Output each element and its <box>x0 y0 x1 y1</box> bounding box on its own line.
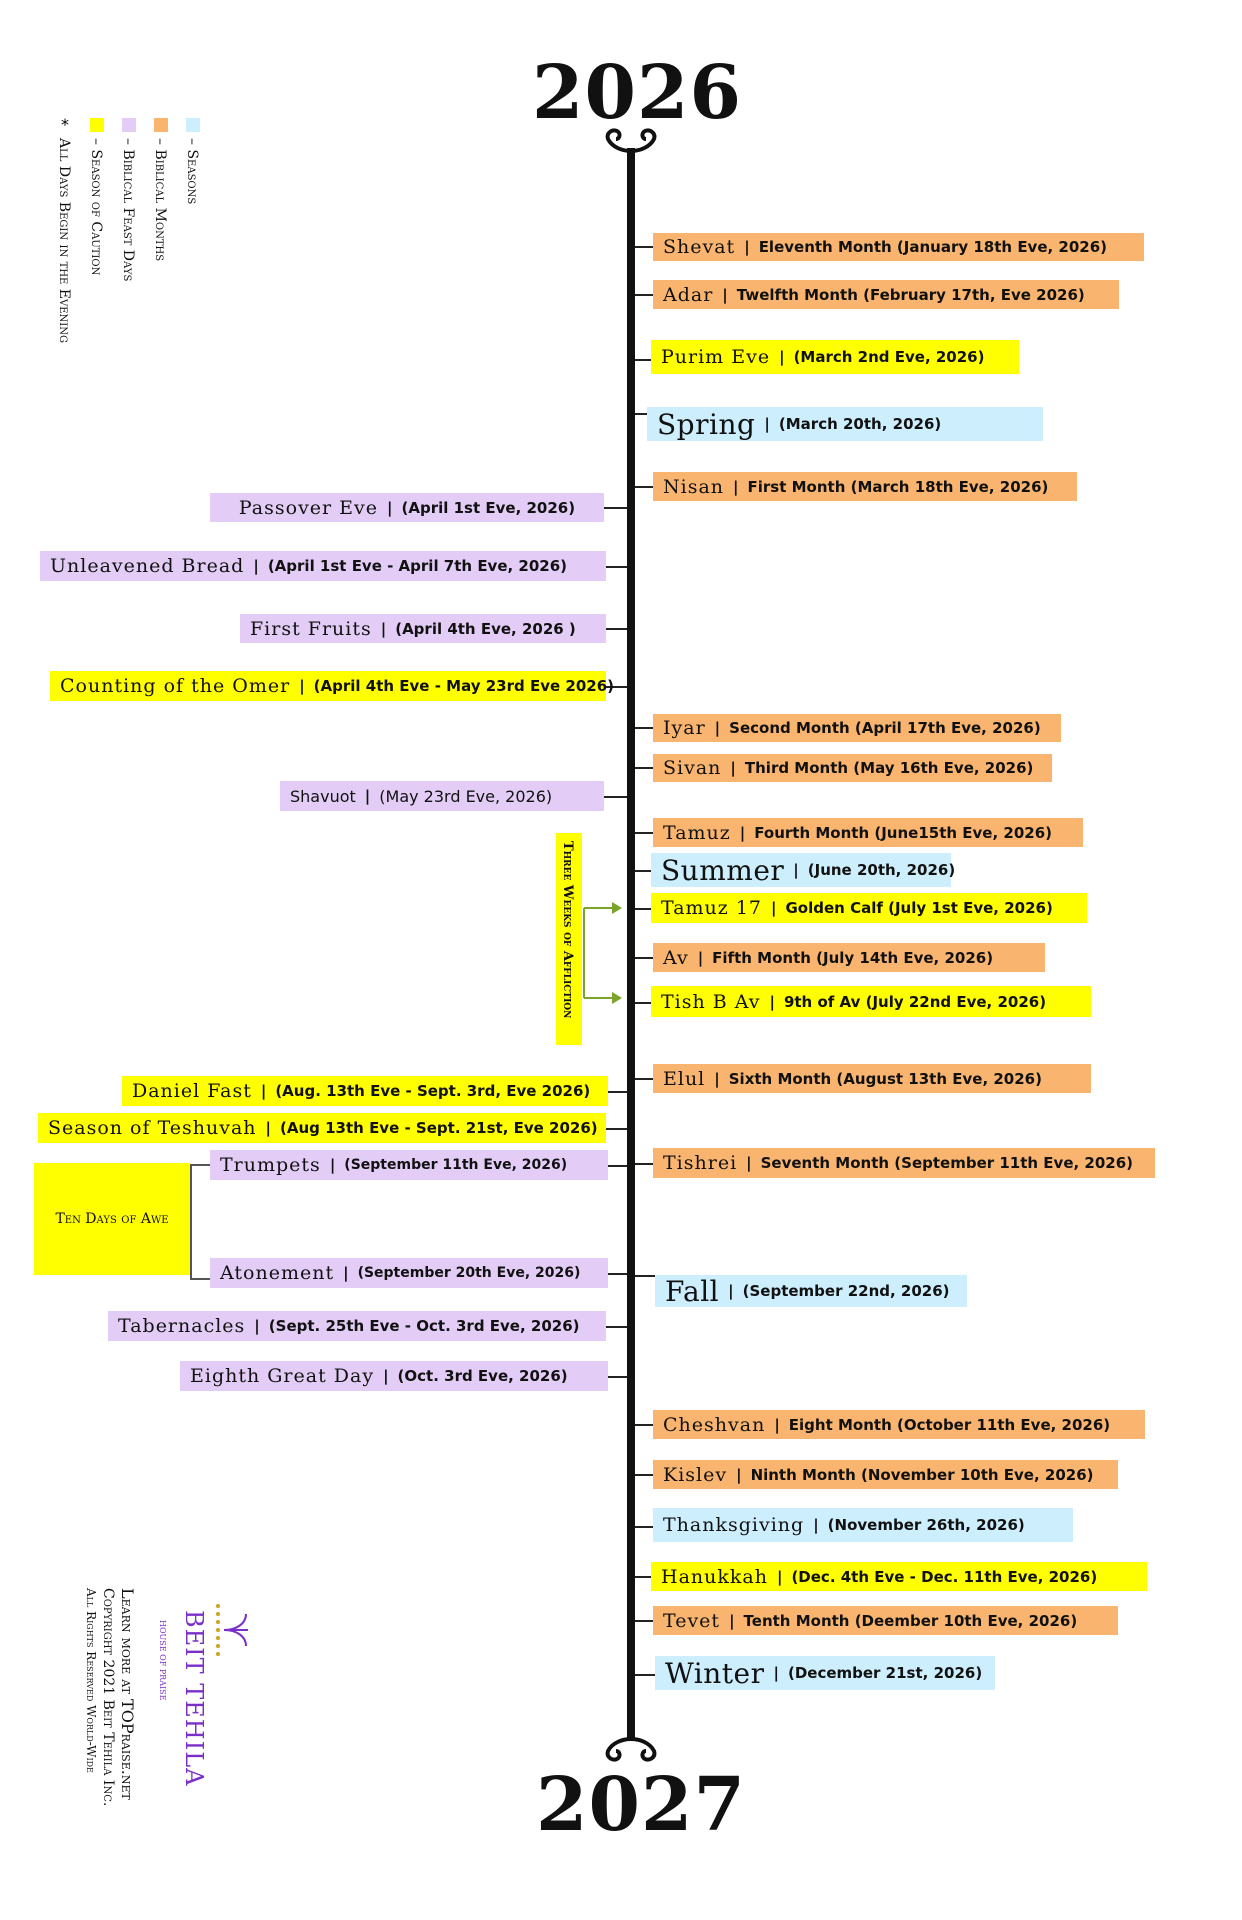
tick-atonement <box>608 1273 627 1275</box>
event-name: Spring <box>657 407 756 441</box>
tick-tish-b-av <box>635 1002 651 1004</box>
legend-label-caution: – Season of Caution <box>88 138 104 276</box>
event-separator: | <box>733 477 739 496</box>
logo-name: BEIT TEHILA <box>180 1610 208 1787</box>
event-tamuz <box>653 818 1083 847</box>
event-separator: | <box>773 1664 779 1682</box>
event-name: Kislev <box>663 1463 728 1486</box>
event-separator: | <box>746 1154 752 1172</box>
event-separator: | <box>260 1082 267 1100</box>
event-name: Av <box>663 946 689 969</box>
three-weeks-label: Three Weeks of Affliction <box>560 841 575 1019</box>
event-name: Daniel Fast <box>132 1080 252 1102</box>
event-separator: | <box>769 992 775 1011</box>
event-thanksgiving <box>653 1508 1073 1542</box>
legend <box>54 115 264 418</box>
event-date: (April 4th Eve - May 23rd Eve 2026) <box>313 677 614 695</box>
event-date: Tenth Month (Deember 10th Eve, 2026) <box>743 1611 1078 1630</box>
event-tish-b-av <box>651 986 1091 1017</box>
event-date: (Dec. 4th Eve - Dec. 11th Eve, 2026) <box>791 1567 1098 1586</box>
event-date: 9th of Av (July 22nd Eve, 2026) <box>783 992 1047 1011</box>
event-cheshvan <box>653 1410 1145 1439</box>
tick-elul <box>635 1078 653 1080</box>
event-date: Fifth Month (July 14th Eve, 2026) <box>712 948 994 967</box>
event-date: (Aug. 13th Eve - Sept. 3rd, Eve 2026) <box>275 1082 591 1100</box>
event-date: Seventh Month (September 11th Eve, 2026) <box>760 1154 1134 1172</box>
event-name: Adar <box>663 283 714 306</box>
tick-trumpets <box>608 1165 627 1167</box>
event-separator: | <box>813 1516 819 1534</box>
event-name: First Fruits <box>250 617 372 640</box>
tick-adar <box>635 294 653 296</box>
event-separator: | <box>383 1367 389 1385</box>
event-separator: | <box>730 759 736 777</box>
event-purim-eve <box>651 340 1019 374</box>
tick-first-fruits <box>606 628 627 630</box>
tick-thanksgiving <box>635 1526 653 1528</box>
event-name: Summer <box>661 853 785 887</box>
event-separator: | <box>364 787 371 805</box>
event-name: Tevet <box>663 1609 721 1632</box>
event-date: (November 26th, 2026) <box>827 1516 1025 1534</box>
event-date: Second Month (April 17th Eve, 2026) <box>729 719 1041 737</box>
event-name: Shavuot <box>290 786 356 806</box>
tick-eighth-great-day <box>608 1376 627 1378</box>
tick-shavuot <box>604 796 627 798</box>
tick-tevet <box>635 1620 653 1622</box>
event-nisan <box>653 472 1077 501</box>
year-end: 2027 <box>536 1762 746 1848</box>
event-separator: | <box>729 1611 735 1630</box>
legend-item-seasons <box>182 118 204 418</box>
event-name: Hanukkah <box>661 1565 768 1588</box>
event-tevet <box>653 1606 1118 1635</box>
event-separator: | <box>265 1119 272 1137</box>
event-date: (March 20th, 2026) <box>778 415 942 433</box>
tick-unleavened-bread <box>606 566 627 568</box>
legend-swatch-seasons <box>186 118 200 132</box>
event-separator: | <box>299 677 305 695</box>
event-date: Ninth Month (November 10th Eve, 2026) <box>750 1465 1094 1484</box>
event-unleavened-bread <box>40 551 606 581</box>
legend-label-evening-note: All Days Begin in the Evening <box>56 138 72 343</box>
event-name: Tamuz <box>663 821 731 844</box>
event-hanukkah <box>651 1562 1147 1591</box>
event-shevat <box>653 233 1144 261</box>
legend-item-biblical-months <box>150 118 172 418</box>
event-name: Eighth Great Day <box>190 1365 375 1387</box>
event-date: Sixth Month (August 13th Eve, 2026) <box>728 1069 1042 1088</box>
event-date: (June 20th, 2026) <box>807 861 956 879</box>
tick-spring <box>635 413 647 415</box>
event-season-of-teshuvah <box>38 1113 606 1143</box>
event-separator: | <box>714 719 721 737</box>
tick-purim-eve <box>635 359 651 361</box>
beit-tehila-logo <box>150 1600 230 1787</box>
event-date: Twelfth Month (February 17th, Eve 2026) <box>736 285 1085 304</box>
event-name: Season of Teshuvah <box>48 1117 257 1139</box>
footer-rights: All Rights Reserved World-Wide <box>84 1588 98 1773</box>
event-counting-of-the-omer <box>50 671 614 701</box>
event-name: Counting of the Omer <box>60 675 291 697</box>
menorah-icon <box>212 1600 252 1660</box>
ten-days-of-awe-label: Ten Days of Awe <box>55 1211 169 1227</box>
event-date: Fourth Month (June15th Eve, 2026) <box>754 823 1052 842</box>
event-fall <box>655 1275 967 1307</box>
bottom-scroll-ornament <box>600 1735 662 1765</box>
event-date: Eight Month (October 11th Eve, 2026) <box>788 1415 1111 1434</box>
event-separator: | <box>380 619 387 638</box>
event-date: (Sept. 25th Eve - Oct. 3rd Eve, 2026) <box>268 1317 580 1335</box>
event-name: Sivan <box>663 757 722 779</box>
event-name: Winter <box>665 1656 765 1690</box>
event-atonement <box>210 1258 608 1288</box>
event-separator: | <box>739 823 746 842</box>
event-separator: | <box>779 348 785 366</box>
three-weeks-bracket <box>580 898 630 1008</box>
event-separator: | <box>253 557 259 575</box>
event-name: Trumpets <box>220 1154 321 1176</box>
tick-cheshvan <box>635 1424 653 1426</box>
event-shavuot <box>280 781 604 811</box>
legend-label-seasons: – Seasons <box>184 138 200 205</box>
event-separator: | <box>764 415 770 433</box>
event-name: Nisan <box>663 475 725 498</box>
event-date: (September 11th Eve, 2026) <box>344 1157 568 1173</box>
event-separator: | <box>722 285 728 304</box>
event-separator: | <box>736 1465 742 1484</box>
year-start: 2026 <box>532 50 742 136</box>
event-date: (April 1st Eve, 2026) <box>401 498 576 517</box>
event-eighth-great-day <box>180 1361 608 1391</box>
tick-daniel-fast <box>608 1091 627 1093</box>
event-separator: | <box>793 861 799 879</box>
event-trumpets <box>210 1150 608 1180</box>
ten-days-of-awe-box <box>34 1163 190 1275</box>
tick-tamuz-17 <box>635 908 651 910</box>
tick-summer <box>635 870 651 872</box>
event-separator: | <box>774 1415 780 1434</box>
event-name: Atonement <box>220 1262 335 1284</box>
tick-tabernacles <box>606 1326 627 1328</box>
event-separator: | <box>771 899 777 917</box>
event-separator: | <box>697 948 704 967</box>
tick-passover-eve <box>604 507 627 509</box>
tick-shevat <box>635 246 653 248</box>
tick-sivan <box>635 767 653 769</box>
tick-hanukkah <box>635 1576 651 1578</box>
legend-asterisk: * <box>61 115 69 134</box>
event-date: (September 22nd, 2026) <box>742 1282 950 1300</box>
event-spring <box>647 407 1043 441</box>
event-date: (March 2nd Eve, 2026) <box>793 348 985 366</box>
event-date: (April 1st Eve - April 7th Eve, 2026) <box>267 557 568 575</box>
event-daniel-fast <box>122 1076 608 1106</box>
event-tabernacles <box>108 1311 606 1341</box>
event-name: Tamuz 17 <box>661 897 763 919</box>
legend-label-feasts: – Biblical Feast Days <box>120 138 136 282</box>
event-name: Tishrei <box>663 1152 738 1174</box>
legend-item-feast-days <box>118 118 140 418</box>
event-name: Elul <box>663 1067 706 1090</box>
event-tamuz-17 <box>651 893 1087 923</box>
event-adar <box>653 280 1119 309</box>
legend-swatch-months <box>154 118 168 132</box>
tick-tishrei <box>635 1163 653 1165</box>
event-name: Cheshvan <box>663 1413 766 1436</box>
tick-av <box>635 957 653 959</box>
event-tishrei <box>653 1148 1155 1178</box>
event-date: First Month (March 18th Eve, 2026) <box>747 477 1049 496</box>
event-separator: | <box>387 498 393 517</box>
legend-item-evening-note <box>54 115 76 418</box>
event-name: Fall <box>665 1274 720 1308</box>
tick-tamuz <box>635 832 653 834</box>
tick-season-of-teshuvah <box>606 1128 627 1130</box>
event-sivan <box>653 754 1052 782</box>
event-separator: | <box>744 238 750 256</box>
event-name: Shevat <box>663 236 736 258</box>
event-name: Purim Eve <box>661 346 771 368</box>
event-name: Thanksgiving <box>663 1514 805 1536</box>
event-passover-eve <box>210 493 604 522</box>
legend-item-caution <box>86 118 108 418</box>
event-date: Eleventh Month (January 18th Eve, 2026) <box>758 238 1108 256</box>
event-date: (December 21st, 2026) <box>787 1664 983 1682</box>
event-date: Golden Calf (July 1st Eve, 2026) <box>785 899 1053 917</box>
legend-swatch-caution <box>90 118 104 132</box>
event-separator: | <box>776 1567 783 1586</box>
event-separator: | <box>254 1317 260 1335</box>
ten-days-bracket <box>190 1164 212 1280</box>
event-date: (Oct. 3rd Eve, 2026) <box>397 1367 568 1385</box>
tick-nisan <box>635 486 653 488</box>
event-winter <box>655 1656 995 1690</box>
event-separator: | <box>329 1156 336 1174</box>
three-weeks-label-box <box>556 833 582 1045</box>
tick-iyar <box>635 727 653 729</box>
event-separator: | <box>343 1264 349 1282</box>
legend-label-months: – Biblical Months <box>152 138 168 262</box>
event-date: (April 4th Eve, 2026 ) <box>395 619 576 638</box>
event-date: (May 23rd Eve, 2026) <box>379 786 553 806</box>
event-name: Tish B Av <box>661 990 761 1013</box>
legend-swatch-feasts <box>122 118 136 132</box>
event-date: Third Month (May 16th Eve, 2026) <box>744 759 1034 777</box>
event-name: Iyar <box>663 717 706 739</box>
event-separator: | <box>728 1282 734 1300</box>
event-av <box>653 943 1045 972</box>
event-summer <box>651 853 956 887</box>
event-name: Unleavened Bread <box>50 555 245 577</box>
event-elul <box>653 1064 1091 1093</box>
logo-tagline: HOUSE OF PRAISE <box>158 1620 167 1701</box>
event-iyar <box>653 714 1061 742</box>
event-first-fruits <box>240 614 606 643</box>
tick-kislev <box>635 1474 653 1476</box>
tick-winter <box>635 1674 655 1676</box>
event-separator: | <box>714 1069 720 1088</box>
tick-fall <box>635 1275 655 1277</box>
footer-copyright: Copyright 2021 Beit Tehila Inc. <box>100 1588 116 1807</box>
footer-learn-more: Learn more at TOPraise.net <box>118 1588 137 1800</box>
event-date: (September 20th Eve, 2026) <box>357 1265 581 1281</box>
event-kislev <box>653 1460 1118 1489</box>
event-name: Tabernacles <box>118 1315 246 1337</box>
event-date: (Aug 13th Eve - Sept. 21st, Eve 2026) <box>280 1119 598 1137</box>
event-name: Passover Eve <box>238 496 379 519</box>
